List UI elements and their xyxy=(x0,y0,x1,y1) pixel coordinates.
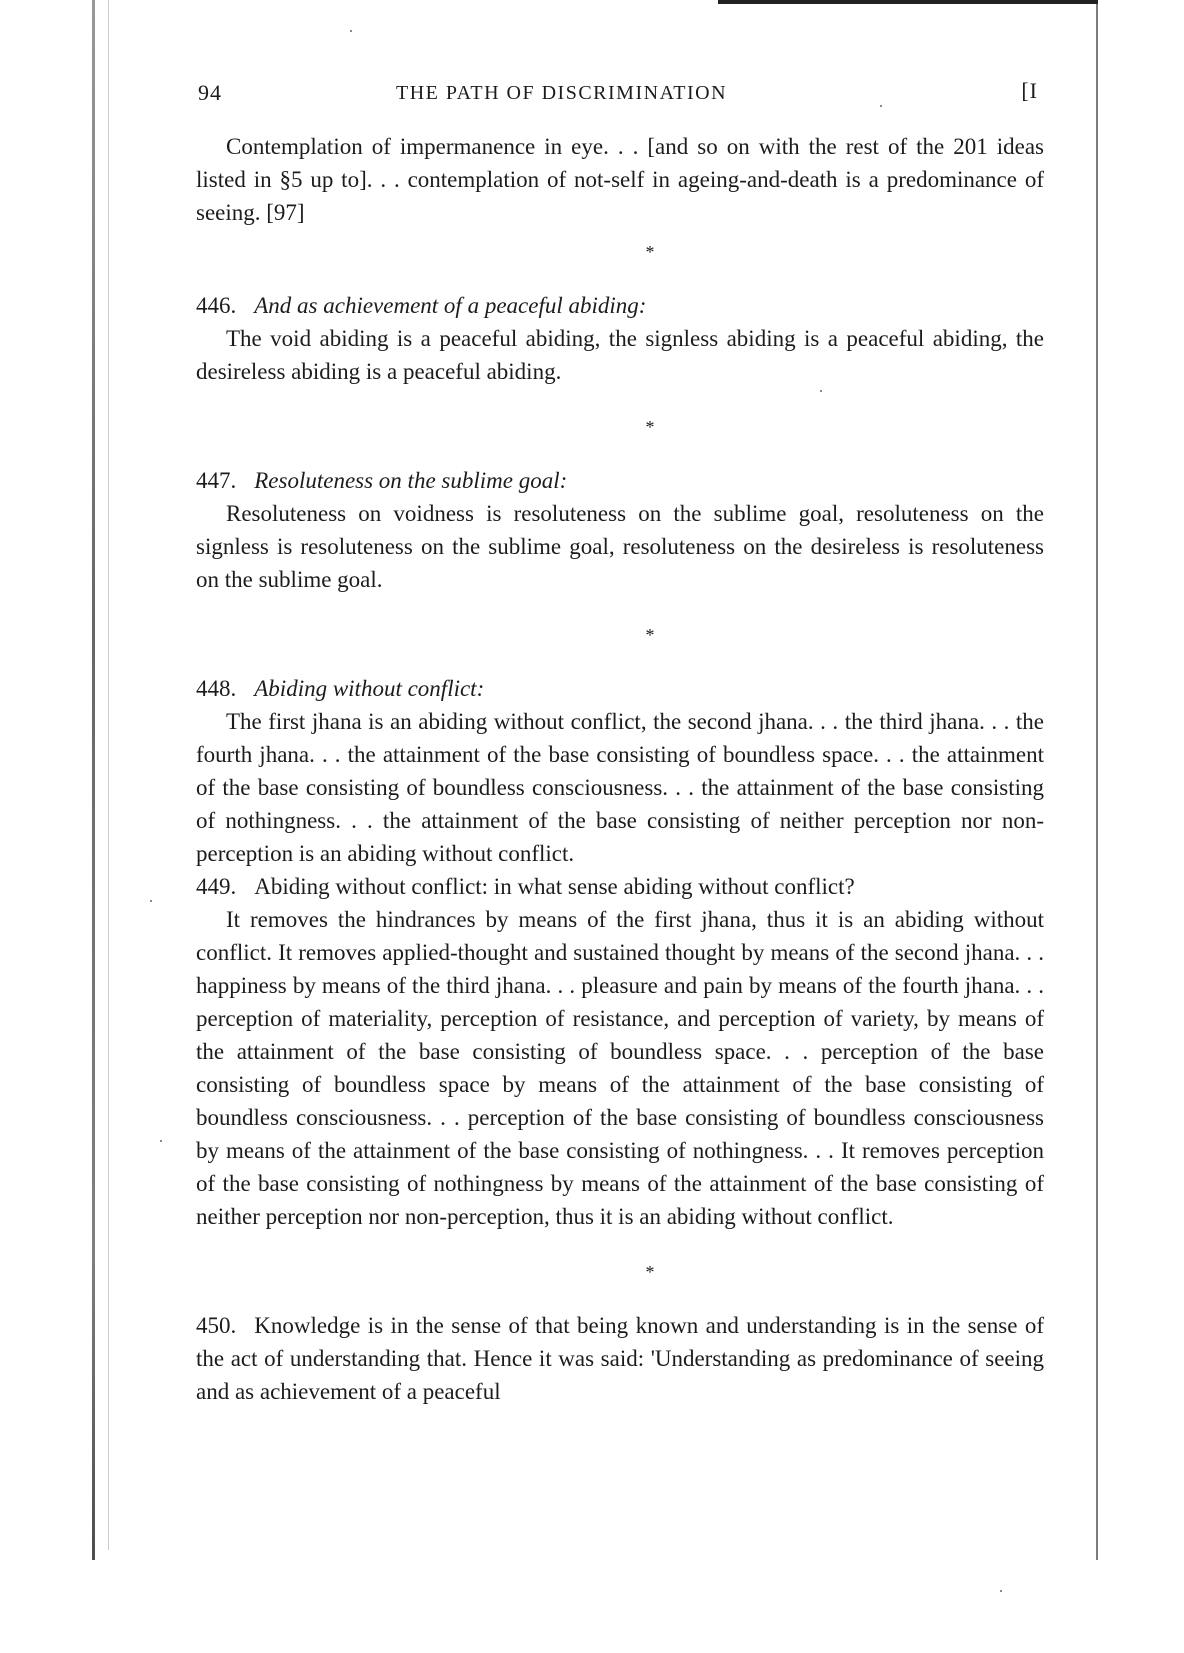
scan-speck xyxy=(160,1140,162,1142)
section-450 xyxy=(196,1309,1044,1408)
section-448 xyxy=(196,672,1044,870)
scan-edge-top xyxy=(718,0,1098,4)
intro-block xyxy=(196,130,1044,229)
separator-star: * xyxy=(645,625,655,645)
intro-paragraph: Contemplation of impermanence in eye. . . [and so on with the rest of the 201 ideas listed in §5 up to]. . . contemplation of not-self in ageing-and-death is a predominance of seeing. [97] xyxy=(196,134,1044,225)
scan-edge-left xyxy=(92,0,95,1560)
running-title: THE PATH OF DISCRIMINATION xyxy=(396,82,728,104)
section-title: Resoluteness on the sublime goal: xyxy=(254,468,568,493)
section-number: 448. xyxy=(196,676,237,701)
page-number: 94 xyxy=(198,80,222,105)
section-paragraph: Resoluteness on voidness is resoluteness on the sublime goal, resoluteness on the signless is resoluteness on the sublime goal, resoluteness on the desireless is resoluteness on the sublime goal. xyxy=(196,501,1044,592)
section-heading xyxy=(196,289,1044,322)
section-paragraph: It removes the hindrances by means of the first jhana, thus it is an abiding without conflict. It removes applied-thought and sustained thought by means of the second jhana. . . happiness by means of the third jhana. . . pleasure and pain by means of the fourth jhana. . . perception of materiality, perception of resistance, and perception of variety, by means of the attainment of the base consisting of boundless space. . . perception of the base consisting of boundless space by means of the attainment of the base consisting of boundless consciousness. . . perception of the base consisting of boundless consciousness by means of the attainment of the base consisting of nothingness. . . It removes perception of the base consisting of nothingness by means of the attainment of the base consisting of neither perception nor non-perception, thus it is an abiding without conflict. xyxy=(196,907,1044,1229)
section-446 xyxy=(196,289,1044,388)
scan-speck xyxy=(350,30,352,32)
page-header xyxy=(196,70,1044,110)
section-lead: Knowledge is in the sense of that being known and understanding is in the sense of the act of understanding that. Hence it was said: 'Understanding as predominance of seeing and as achievement of a peaceful xyxy=(196,1313,1044,1404)
section-title: And as achievement of a peaceful abiding: xyxy=(254,293,647,318)
section-heading xyxy=(196,672,1044,705)
section-number: 446. xyxy=(196,293,237,318)
separator-star: * xyxy=(645,417,655,437)
section-lead: Abiding without conflict: in what sense abiding without conflict? xyxy=(254,874,855,899)
section-number: 450. xyxy=(196,1313,237,1338)
scan-speck xyxy=(1000,1590,1002,1592)
separator-star: * xyxy=(645,1262,655,1282)
book-page xyxy=(196,70,1044,1408)
scan-edge-right xyxy=(1096,0,1098,1560)
section-title: Abiding without conflict: xyxy=(254,676,485,701)
section-449 xyxy=(196,870,1044,1233)
section-paragraph: The first jhana is an abiding without conflict, the second jhana. . . the third jhana. . . the fourth jhana. . . the attainment of the base consisting of boundless space. . . the attainment of the base consisting of boundless consciousness. . . the attainment of the base consisting of nothingness. . . the attainment of the base consisting of neither perception nor non-perception is an abiding without conflict. xyxy=(196,709,1044,866)
scan-speck xyxy=(150,900,152,902)
section-paragraph xyxy=(196,1309,1044,1408)
section-heading xyxy=(196,870,1044,903)
section-number: 447. xyxy=(196,468,237,493)
section-heading xyxy=(196,464,1044,497)
section-paragraph: The void abiding is a peaceful abiding, the signless abiding is a peaceful abiding, the desireless abiding is a peaceful abiding. xyxy=(196,326,1044,384)
section-number: 449. xyxy=(196,874,237,899)
section-447 xyxy=(196,464,1044,596)
separator-star: * xyxy=(645,242,655,262)
section-marker: [I xyxy=(1021,78,1038,103)
scan-edge-left-inner xyxy=(108,0,109,1550)
